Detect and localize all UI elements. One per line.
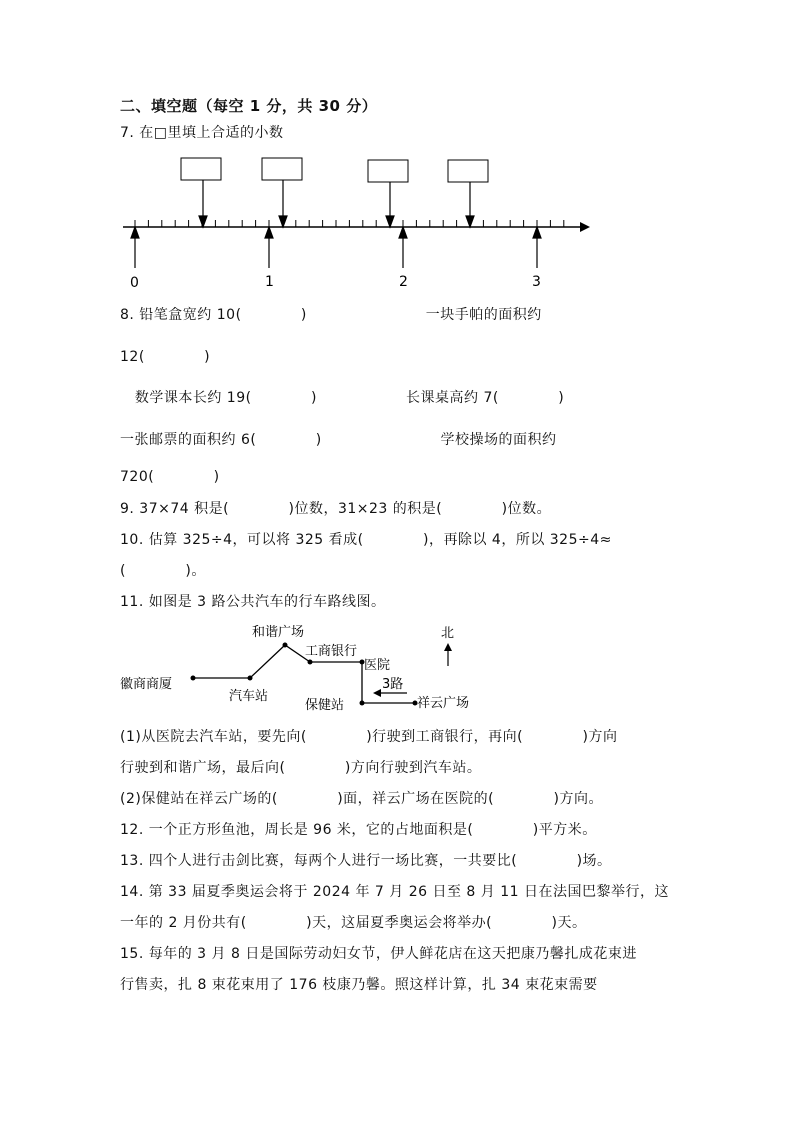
question-10-line-2: ( )。 xyxy=(120,563,206,579)
label-xiangyun-square: 祥云广场 xyxy=(417,696,470,711)
question-8-line-2: 12( ) xyxy=(120,349,211,365)
question-8-line-4: 一张邮票的面积约 6( ) 学校操场的面积约 xyxy=(120,432,557,448)
label-hexie-square: 和谐广场 xyxy=(252,625,305,640)
question-11-1-line-2: 行驶到和谐广场，最后向( )方向行驶到汽车站。 xyxy=(120,760,482,776)
route-path xyxy=(193,645,415,703)
answer-box-4[interactable] xyxy=(448,160,488,182)
answer-box-2[interactable] xyxy=(262,158,302,180)
label-icbc: 工商银行 xyxy=(305,644,358,659)
label-route-3: 3路 xyxy=(382,677,404,692)
route-stops xyxy=(191,643,418,706)
question-11-2: (2)保健站在祥云广场的( )面，祥云广场在医院的( )方向。 xyxy=(120,791,603,807)
route-direction-arrow-head xyxy=(373,689,381,697)
question-10-line-1: 10. 估算 325÷4，可以将 325 看成( )，再除以 4，所以 325÷4≈ xyxy=(120,532,612,548)
number-line-figure xyxy=(110,150,610,295)
question-14-line-1: 14. 第 33 届夏季奥运会将于 2024 年 7 月 26 日至 8 月 11 日在法国巴黎举行，这 xyxy=(120,884,670,900)
question-9: 9. 37×74 积是( )位数，31×23 的积是( )位数。 xyxy=(120,501,552,517)
answer-box-3[interactable] xyxy=(368,160,408,182)
question-8-line-1: 8. 铅笔盒宽约 10( ) 一块手帕的面积约 xyxy=(120,307,542,323)
answer-box-1[interactable] xyxy=(181,158,221,180)
axis-arrow-head xyxy=(580,222,590,232)
axis-label-0: 0 xyxy=(130,275,139,291)
question-14-line-2: 一年的 2 月份共有( )天，这届夏季奥运会将举办( )天。 xyxy=(120,915,587,931)
label-health-station: 保健站 xyxy=(305,698,345,713)
label-bus-station: 汽车站 xyxy=(229,689,269,704)
label-huishang-mall: 徽商商厦 xyxy=(120,677,173,692)
section-title: 二、填空题（每空 1 分，共 30 分） xyxy=(120,97,378,115)
up-arrows xyxy=(131,227,541,268)
label-north: 北 xyxy=(441,626,455,641)
axis-label-3: 3 xyxy=(532,274,541,290)
question-15-line-1: 15. 每年的 3 月 8 日是国际劳动妇女节，伊人鲜花店在这天把康乃馨扎成花束进 xyxy=(120,946,637,962)
question-15-line-2: 行售卖，扎 8 束花束用了 176 枝康乃馨。照这样计算，扎 34 束花束需要 xyxy=(120,977,598,993)
axis-label-1: 1 xyxy=(265,274,274,290)
label-hospital: 医院 xyxy=(364,658,391,673)
axis-ticks xyxy=(135,220,564,227)
question-7-text: 7. 在□里填上合适的小数 xyxy=(120,125,284,141)
down-arrows xyxy=(199,180,474,227)
question-8-line-3: 数学课本长约 19( ) 长课桌高约 7( ) xyxy=(120,390,565,406)
axis-label-2: 2 xyxy=(399,274,408,290)
question-11-text: 11. 如图是 3 路公共汽车的行车路线图。 xyxy=(120,594,386,610)
question-8-line-5: 720( ) xyxy=(120,469,220,485)
bus-route-map xyxy=(115,618,515,718)
question-11-1-line-1: (1)从医院去汽车站，要先向( )行驶到工商银行，再向( )方向 xyxy=(120,729,618,745)
north-arrow-head xyxy=(444,643,452,651)
question-13: 13. 四个人进行击剑比赛，每两个人进行一场比赛，一共要比( )场。 xyxy=(120,853,612,869)
question-12: 12. 一个正方形鱼池，周长是 96 米，它的占地面积是( )平方米。 xyxy=(120,822,597,838)
